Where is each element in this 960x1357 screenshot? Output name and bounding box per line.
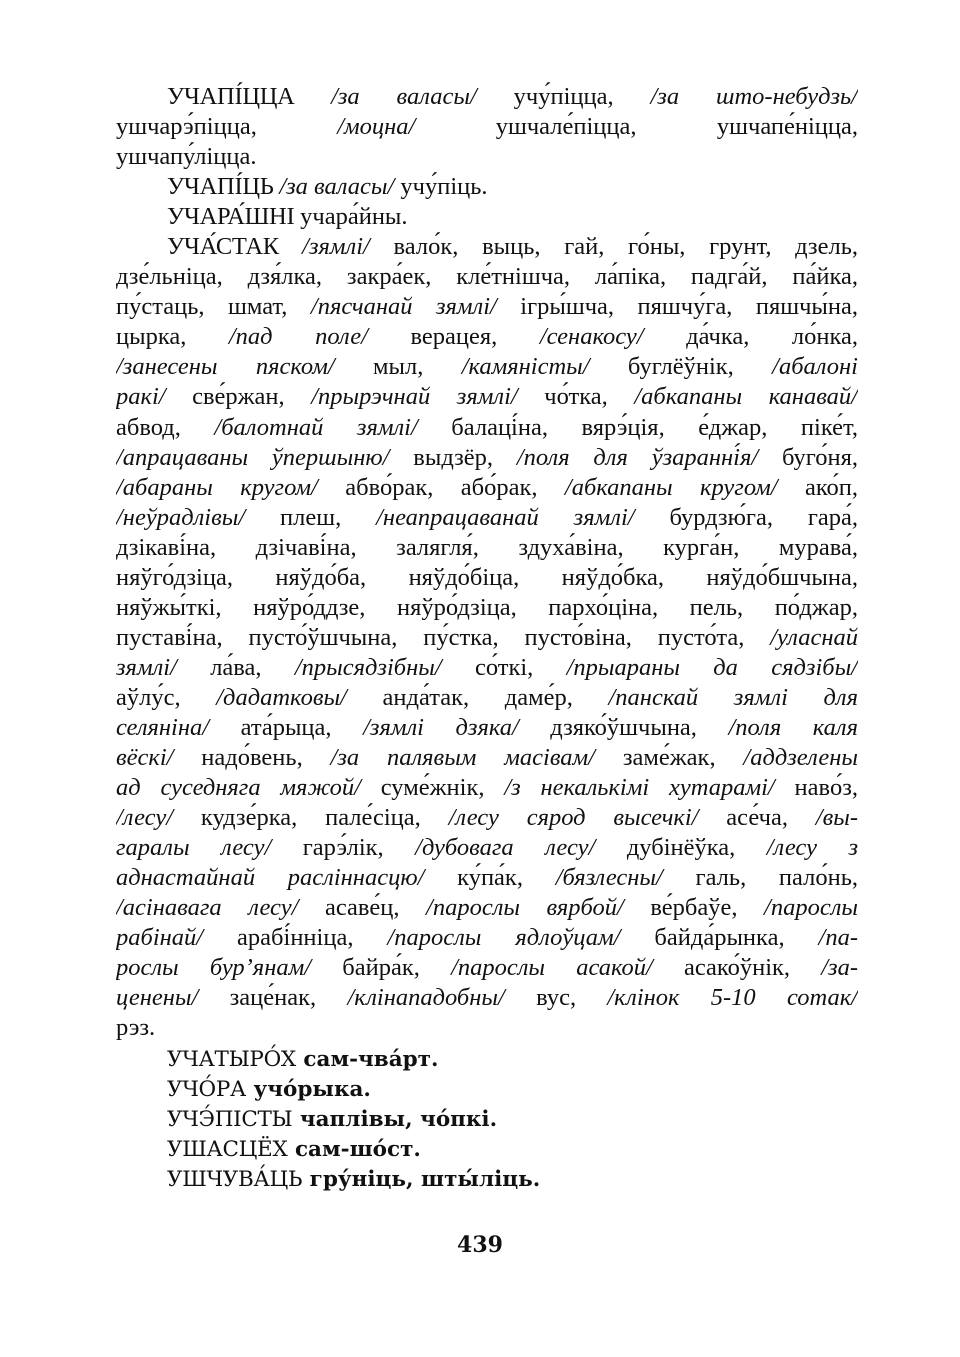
text-line — [116, 292, 858, 322]
gloss: /лесу з — [766, 834, 858, 862]
text-line — [116, 773, 858, 803]
gloss: /занесены пяском/ — [116, 353, 335, 381]
gloss: /за- — [821, 954, 858, 982]
text-line — [116, 953, 858, 983]
synonyms: вус, — [504, 984, 608, 1012]
synonyms: байра́к, — [311, 954, 452, 982]
gloss: /балотнай зямлі/ — [214, 413, 418, 441]
gloss: /дадатковы/ — [216, 683, 347, 711]
synonyms: све́ржан, — [165, 383, 312, 411]
synonyms: няўго́дзіца, няўдо́ба, няўдо́біца, няўдо́бка, няўдо́бшчына, — [116, 563, 858, 591]
gloss: /абалоні — [772, 353, 858, 381]
text-line — [116, 202, 858, 232]
synonyms: ушчапу́ліцца. — [116, 143, 257, 171]
gloss: /парослы асакой/ — [451, 954, 653, 982]
gloss: /клінападобны/ — [347, 984, 505, 1012]
synonyms: абвод, — [116, 413, 215, 441]
headword: УЧА́СТАК — [167, 233, 303, 261]
gloss: /моцна/ — [337, 113, 416, 141]
synonyms: рэз. — [116, 1014, 156, 1042]
gloss: /абкапаны кругом/ — [564, 473, 778, 501]
gloss: /прыараны да сядзібы/ — [566, 653, 858, 681]
synonyms: буго́ня, — [758, 443, 858, 471]
entry-block-short — [116, 1045, 858, 1195]
synonyms: со́ткі, — [441, 653, 567, 681]
synonyms: чо́тка, — [517, 383, 635, 411]
gloss: /за валасы/ — [279, 173, 395, 201]
gloss: /абараны кругом/ — [116, 473, 318, 501]
text-line — [116, 863, 858, 893]
entry-block-main — [116, 82, 858, 1044]
headword: УЧАПІ́ЦЦА — [167, 83, 332, 110]
synonyms: дзяко́ўшчына, — [518, 713, 729, 741]
gloss: аднастайнай расліннасцю/ — [116, 864, 425, 892]
synonyms: ушчарэ́піцца, — [116, 113, 338, 141]
gloss: /апрацаваны ўпершыню/ — [116, 443, 390, 471]
gloss: /дубовага лесу/ — [415, 834, 596, 862]
text-line — [116, 172, 858, 202]
synonyms: асаве́ц, — [298, 894, 427, 922]
synonyms: надо́вень, — [173, 744, 331, 772]
text-line — [116, 322, 858, 352]
definition: сам-чва́рт. — [295, 1046, 439, 1072]
gloss: селяніна/ — [116, 713, 210, 741]
text-line — [116, 563, 858, 593]
text-line — [116, 82, 858, 112]
synonyms: суме́жнік, — [360, 774, 505, 802]
gloss: /камяністы/ — [461, 353, 590, 381]
gloss: /парослы — [764, 894, 858, 922]
text-line — [116, 833, 858, 863]
text-line — [116, 413, 858, 443]
synonyms: дубінёўка, — [595, 834, 767, 862]
synonyms: дзе́льніца, дзя́лка, закра́ек, кле́тнішча, ла́піка, падга́й, па́йка, — [116, 263, 858, 291]
gloss: /зямлі дзяка/ — [363, 713, 519, 741]
gloss: /асінавага лесу/ — [116, 894, 299, 922]
headword: УШАСЦЁХ — [167, 1136, 288, 1162]
gloss: /пясчанай зямлі/ — [310, 293, 497, 321]
synonyms: аўлу́с, — [116, 683, 217, 711]
gloss: ракі/ — [116, 383, 166, 411]
text-line — [116, 623, 858, 653]
synonyms: пу́стаць, шмат, — [116, 293, 311, 321]
headword: УЧАРА́ШНІ — [167, 203, 301, 231]
synonyms: ако́п, — [777, 473, 858, 501]
synonyms: выдзёр, — [389, 443, 517, 471]
synonyms: ігры́шча, пяшчу́га, пяшчы́на, — [496, 293, 858, 321]
text-line — [116, 683, 858, 713]
entry-uchatyrokh — [116, 1045, 858, 1075]
text-line — [116, 232, 858, 262]
gloss: /бязлесны/ — [555, 864, 663, 892]
synonyms: ушчале́піцца, ушчапе́ніцца, — [415, 113, 858, 141]
synonyms: наво́з, — [774, 774, 858, 802]
definition: сам-шо́ст. — [287, 1136, 421, 1162]
text-line — [116, 923, 858, 953]
text-line — [116, 533, 858, 563]
gloss: /пад поле/ — [228, 323, 368, 351]
synonyms: учу́піцца, — [476, 83, 651, 110]
text-line — [116, 983, 858, 1013]
gloss: /парослы ядлоўцам/ — [387, 924, 621, 952]
gloss: /лесу сярод высечкі/ — [448, 804, 699, 832]
synonyms: плеш, — [245, 503, 377, 531]
headword: УЧАТЫРО́Х — [167, 1046, 296, 1072]
gloss: ценены/ — [116, 984, 199, 1012]
synonyms: учу́піць. — [394, 173, 488, 201]
synonyms: абво́рак, або́рак, — [317, 473, 565, 501]
text-line — [116, 653, 858, 683]
text-line — [116, 262, 858, 292]
text-line — [116, 473, 858, 503]
dictionary-page — [116, 82, 858, 1195]
definition: учо́рыка. — [246, 1076, 371, 1102]
gloss: /прырэчнай зямлі/ — [311, 383, 518, 411]
synonyms: асе́ча, — [698, 804, 816, 832]
gloss: /за валасы/ — [331, 83, 477, 110]
synonyms: ве́рбаўе, — [623, 894, 765, 922]
synonyms: ку́па́к, — [424, 864, 556, 892]
text-line — [116, 803, 858, 833]
text-line — [116, 713, 858, 743]
text-line — [116, 112, 858, 142]
gloss: /неўрадлівы/ — [116, 503, 246, 531]
synonyms: анда́так, даме́р, — [346, 683, 609, 711]
text-line — [116, 443, 858, 473]
synonyms: да́чка, ло́нка, — [643, 323, 858, 351]
text-line — [116, 503, 858, 533]
gloss: гаралы лесу/ — [116, 834, 272, 862]
synonyms: заме́жак, — [594, 744, 744, 772]
entry-uchepisty — [116, 1105, 858, 1135]
gloss: /аддзелены — [743, 744, 858, 772]
synonyms: дзікаві́на, дзічаві́на, залягля́, здуха́віна, курга́н, мурава́, — [116, 533, 858, 561]
synonyms: мыл, — [334, 353, 462, 381]
synonyms: асако́ўнік, — [652, 954, 822, 982]
synonyms: галь, пало́нь, — [662, 864, 858, 892]
gloss: /абкапаны канавай/ — [634, 383, 858, 411]
synonyms: цырка, — [116, 323, 229, 351]
synonyms: ата́рыца, — [209, 713, 364, 741]
headword: УЧО́РА — [167, 1076, 247, 1102]
gloss: /за палявым масівам/ — [330, 744, 595, 772]
synonyms: байда́рынка, — [620, 924, 819, 952]
gloss: зямлі/ — [116, 653, 177, 681]
headword: УЧАПІ́ЦЬ — [167, 173, 280, 201]
synonyms: балаці́на, вярэ́ція, е́джар, піке́т, — [417, 413, 858, 441]
gloss: рослы бур’янам/ — [116, 954, 312, 982]
synonyms: ла́ва, — [176, 653, 295, 681]
entry-uchora — [116, 1075, 858, 1105]
synonyms: верацея, — [367, 323, 540, 351]
gloss: /парослы вярбой/ — [426, 894, 624, 922]
text-line — [116, 352, 858, 382]
gloss: /па- — [818, 924, 858, 952]
synonyms: пуставі́на, пусто́ўшчына, пу́стка, пусто́віна, пусто́та, — [116, 623, 771, 651]
gloss: рабінай/ — [116, 924, 204, 952]
gloss: /з некалькімі хутарамі/ — [504, 774, 775, 802]
synonyms: вало́к, выць, гай, го́ны, грунт, дзель, — [369, 233, 858, 261]
gloss: /вы- — [815, 804, 858, 832]
text-line — [116, 142, 858, 172]
gloss: /за што-небудзь/ — [650, 83, 858, 110]
gloss: ад суседняга мяжой/ — [116, 774, 361, 802]
text-line — [116, 382, 858, 412]
synonyms: кудзе́рка, пале́сіца, — [173, 804, 449, 832]
gloss: /прысядзібны/ — [294, 653, 442, 681]
synonyms: гарэ́лік, — [271, 834, 416, 862]
synonyms: учара́йны. — [300, 203, 408, 231]
text-line — [116, 743, 858, 773]
entry-ushastsyokh — [116, 1135, 858, 1165]
entry-ushchuvats — [116, 1165, 858, 1195]
text-line — [116, 893, 858, 923]
gloss: вёскі/ — [116, 744, 174, 772]
synonyms: заце́нак, — [198, 984, 348, 1012]
gloss: /зямлі/ — [302, 233, 370, 261]
headword: УЧЭ́ПІСТЫ — [167, 1106, 293, 1132]
gloss: /уласнай — [770, 623, 858, 651]
synonyms: бурдзю́га, гара́, — [634, 503, 858, 531]
gloss: /поля для ўзаранні́я/ — [516, 443, 759, 471]
text-line — [116, 1013, 858, 1043]
synonyms: арабі́нніца, — [203, 924, 388, 952]
gloss: /панскай зямлі для — [608, 683, 858, 711]
text-line — [116, 593, 858, 623]
gloss: /поля каля — [728, 713, 858, 741]
synonyms: няўжы́ткі, няўро́ддзе, няўро́дзіца, пархо́ціна, пель, по́джар, — [116, 593, 858, 621]
page-number: 439 — [457, 1232, 503, 1258]
gloss: /сенакосу/ — [539, 323, 644, 351]
gloss: /неапрацаванай зямлі/ — [376, 503, 635, 531]
definition: чаплівы, чо́пкі. — [292, 1106, 498, 1132]
gloss: /клінок 5-10 сотак/ — [607, 984, 858, 1012]
headword: УШЧУВА́ЦЬ — [167, 1166, 303, 1192]
synonyms: буглёўнік, — [589, 353, 773, 381]
definition: гру́ніць, шты́ліць. — [302, 1166, 541, 1192]
gloss: /лесу/ — [116, 804, 174, 832]
